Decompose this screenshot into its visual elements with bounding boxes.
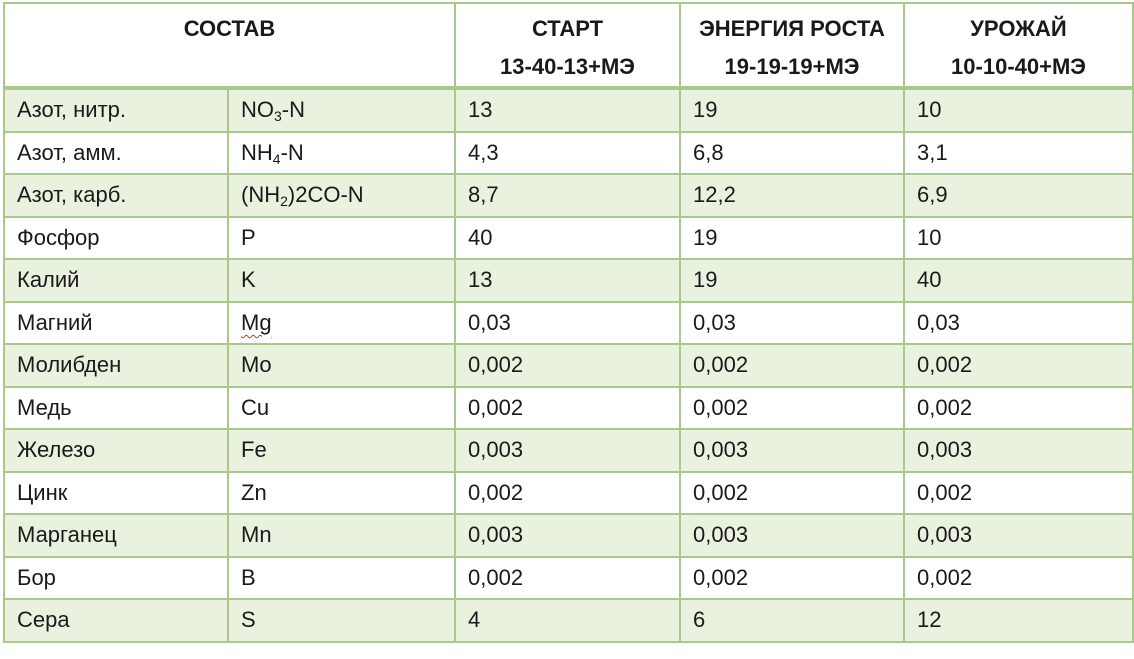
table-row [4,88,1133,132]
element-name-cell: Медь [4,387,228,430]
value-cell-product-1: 8,7 [455,174,680,217]
header-product-growth-energy [680,3,904,88]
value-cell-product-1: 13 [455,88,680,132]
symbol-text: Mo [241,352,272,378]
symbol-text: (NH [241,182,281,208]
element-symbol-cell [228,514,455,557]
value-cell-product-3: 0,003 [904,429,1133,472]
element-symbol-cell [228,429,455,472]
value-cell-product-1: 40 [455,217,680,260]
product-name: УРОЖАЙ [970,16,1067,41]
element-name-cell: Молибден [4,344,228,387]
value-cell-product-3: 6,9 [904,174,1133,217]
element-symbol-cell [228,472,455,515]
table-header [4,3,1133,88]
product-formula: 19-19-19+МЭ [724,54,860,79]
header-row [4,3,1133,88]
symbol-text: Zn [241,479,267,505]
table-row [4,557,1133,600]
element-name-cell: Азот, амм. [4,132,228,175]
value-cell-product-3: 40 [904,259,1133,302]
header-product-start [455,3,680,88]
value-cell-product-2: 0,03 [680,302,904,345]
value-cell-product-3: 12 [904,599,1133,642]
symbol-text: S [241,607,256,633]
element-name-cell: Азот, карб. [4,174,228,217]
element-name-cell: Железо [4,429,228,472]
symbol-text: P [241,224,256,250]
value-cell-product-3: 0,002 [904,472,1133,515]
table-row [4,302,1133,345]
element-name-cell: Магний [4,302,228,345]
symbol-text: K [241,267,256,293]
header-composition-label: СОСТАВ [183,16,276,41]
element-name-cell: Азот, нитр. [4,88,228,132]
symbol-subscript: 2 [280,193,288,210]
element-name-cell: Сера [4,599,228,642]
symbol-subscript: 4 [272,150,281,167]
value-cell-product-3: 0,003 [904,514,1133,557]
value-cell-product-2: 0,003 [680,514,904,557]
symbol-subscript: 3 [274,108,282,125]
element-symbol-cell [228,387,455,430]
value-cell-product-2: 0,002 [680,387,904,430]
element-symbol-cell [228,344,455,387]
element-symbol-cell [228,174,455,217]
table-row [4,599,1133,642]
value-cell-product-1: 0,03 [455,302,680,345]
product-formula: 10-10-40+МЭ [951,54,1086,79]
value-cell-product-3: 0,002 [904,344,1133,387]
table-row [4,174,1133,217]
table-row [4,132,1133,175]
element-symbol-cell [228,217,455,260]
value-cell-product-1: 4,3 [455,132,680,175]
value-cell-product-1: 4 [455,599,680,642]
value-cell-product-3: 10 [904,88,1133,132]
value-cell-product-2: 19 [680,88,904,132]
value-cell-product-1: 0,002 [455,344,680,387]
header-composition [4,3,455,88]
value-cell-product-1: 13 [455,259,680,302]
value-cell-product-1: 0,002 [455,387,680,430]
value-cell-product-3: 3,1 [904,132,1133,175]
value-cell-product-2: 19 [680,217,904,260]
element-symbol-cell [228,557,455,600]
header-product-harvest [904,3,1133,88]
element-name-cell: Марганец [4,514,228,557]
value-cell-product-1: 0,003 [455,429,680,472]
value-cell-product-1: 0,002 [455,557,680,600]
product-name: ЭНЕРГИЯ РОСТА [699,16,885,41]
product-formula: 13-40-13+МЭ [500,54,635,79]
table-row [4,217,1133,260]
value-cell-product-2: 0,002 [680,344,904,387]
symbol-suffix: -N [281,97,306,123]
value-cell-product-3: 10 [904,217,1133,260]
table-body [4,88,1133,642]
symbol-text: Mn [241,522,272,548]
symbol-suffix: -N [280,139,304,165]
value-cell-product-2: 19 [680,259,904,302]
table-row [4,259,1133,302]
symbol-text: Mg [241,309,272,335]
element-symbol-cell [228,599,455,642]
symbol-text: NO [241,97,274,123]
element-symbol-cell [228,302,455,345]
table-row [4,472,1133,515]
element-name-cell: Фосфор [4,217,228,260]
symbol-text: Cu [241,394,270,420]
value-cell-product-2: 0,002 [680,472,904,515]
value-cell-product-2: 6,8 [680,132,904,175]
value-cell-product-2: 0,002 [680,557,904,600]
table-row [4,514,1133,557]
value-cell-product-2: 0,003 [680,429,904,472]
symbol-text: B [241,564,256,590]
element-symbol-cell [228,132,455,175]
value-cell-product-2: 6 [680,599,904,642]
symbol-text: NH [241,139,273,165]
element-name-cell: Цинк [4,472,228,515]
table-row [4,344,1133,387]
value-cell-product-1: 0,003 [455,514,680,557]
value-cell-product-3: 0,002 [904,557,1133,600]
symbol-suffix: )2CO-N [287,182,364,208]
product-name: СТАРТ [531,16,604,41]
element-name-cell: Бор [4,557,228,600]
element-symbol-cell [228,88,455,132]
element-name-cell: Калий [4,259,228,302]
value-cell-product-2: 12,2 [680,174,904,217]
value-cell-product-1: 0,002 [455,472,680,515]
value-cell-product-3: 0,002 [904,387,1133,430]
table-row [4,429,1133,472]
composition-table [3,2,1134,643]
value-cell-product-3: 0,03 [904,302,1133,345]
symbol-text: Fe [241,437,267,463]
table-row [4,387,1133,430]
element-symbol-cell [228,259,455,302]
